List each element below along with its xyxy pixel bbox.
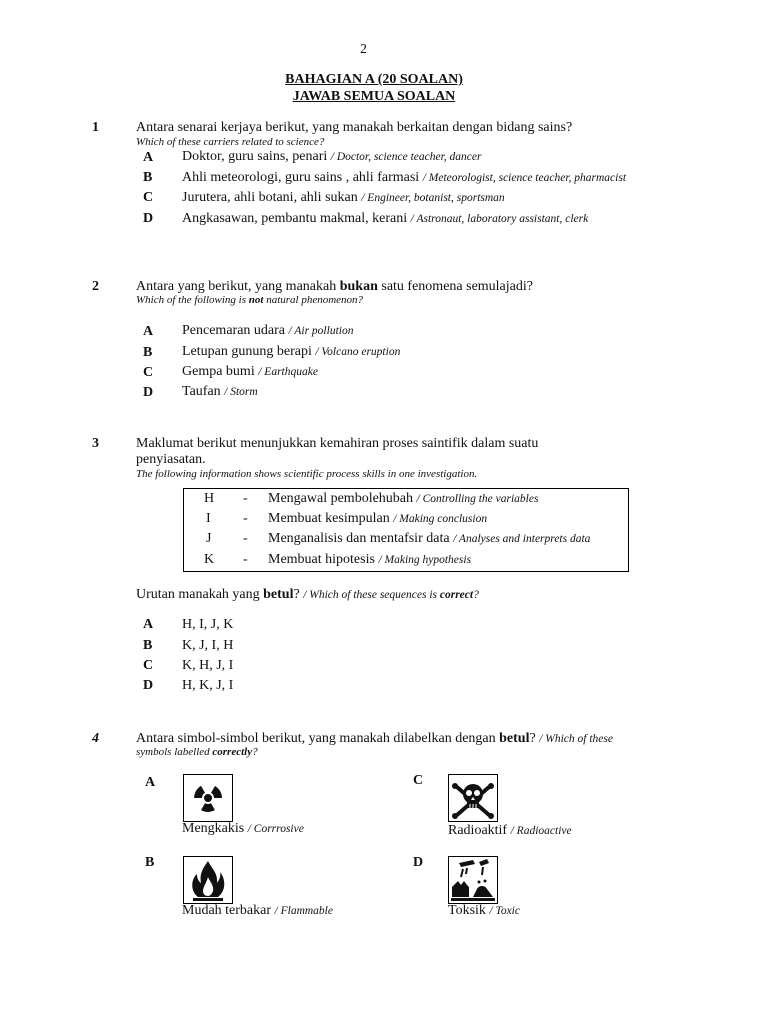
q4-option-b-label: Mudah terbakar / Flammable — [182, 903, 333, 918]
q2-option-d: Taufan / Storm — [182, 384, 258, 399]
q3-option-letter: A — [143, 617, 154, 632]
q4-option-letter: A — [145, 775, 156, 790]
q4-option-d-label: Toksik / Toxic — [448, 903, 520, 918]
question-3-english: The following information shows scientific process skills in one investigation. — [136, 468, 478, 480]
q1-option-letter: C — [143, 190, 154, 205]
process-skills-box — [183, 488, 629, 572]
question-4-stem: Antara simbol-simbol berikut, yang manakah dilabelkan dengan betul? / Which of these — [136, 731, 613, 746]
question-2-number: 2 — [92, 279, 99, 294]
skill-dash: - — [243, 531, 248, 546]
q1-option-d: Angkasawan, pembantu makmal, kerani / Astronaut, laboratory assistant, clerk — [182, 211, 589, 226]
q3-option-letter: B — [143, 638, 153, 653]
question-3-ask: Urutan manakah yang betul? / Which of these sequences is correct? — [136, 587, 479, 602]
skill-key: K — [204, 552, 215, 567]
question-2-english: Which of the following is not natural phenomenon? — [136, 294, 364, 306]
q1-option-b: Ahli meteorologi, guru sains , ahli farmasi / Meteorologist, science teacher, pharmacist — [182, 170, 627, 185]
toxic-skull-icon — [448, 774, 498, 822]
q1-option-letter: D — [143, 211, 154, 226]
q2-option-b: Letupan gunung berapi / Volcano eruption — [182, 344, 401, 359]
skill-j: Menganalisis dan mentafsir data / Analyses and interprets data — [268, 531, 591, 546]
question-4-english: symbols labelled correctly? — [136, 746, 258, 758]
corrosive-icon — [448, 856, 498, 904]
skill-dash: - — [243, 552, 248, 567]
q3-option-letter: D — [143, 678, 154, 693]
q2-option-letter: B — [143, 345, 153, 360]
skill-key: I — [206, 511, 211, 526]
q2-option-letter: D — [143, 385, 154, 400]
skill-h: Mengawal pembolehubah / Controlling the variables — [268, 491, 539, 506]
q2-option-letter: A — [143, 324, 154, 339]
radioactive-icon — [183, 774, 233, 822]
q4-option-a-label: Mengkakis / Corrrosive — [182, 821, 304, 836]
q1-option-c: Jurutera, ahli botani, ahli sukan / Engineer, botanist, sportsman — [182, 190, 505, 205]
q4-option-c-label: Radioaktif / Radioactive — [448, 823, 572, 838]
question-1-stem: Antara senarai kerjaya berikut, yang manakah berkaitan dengan bidang sains? — [136, 120, 573, 135]
q2-option-a: Pencemaran udara / Air pollution — [182, 323, 354, 338]
q4-option-letter: D — [413, 855, 424, 870]
q3-option-c: K, H, J, I — [182, 658, 234, 673]
q3-option-letter: C — [143, 658, 154, 673]
question-3-stem-line2: penyiasatan. — [136, 452, 206, 467]
q4-option-letter: C — [413, 773, 424, 788]
q4-option-letter: B — [145, 855, 155, 870]
q2-option-c: Gempa bumi / Earthquake — [182, 364, 318, 379]
skill-dash: - — [243, 511, 248, 526]
q1-option-letter: A — [143, 150, 154, 165]
section-instruction: JAWAB SEMUA SOALAN — [292, 89, 456, 104]
page-number: 2 — [360, 42, 367, 57]
q2-option-letter: C — [143, 365, 154, 380]
flammable-icon — [183, 856, 233, 904]
question-3-stem-line1: Maklumat berikut menunjukkan kemahiran proses saintifik dalam suatu — [136, 436, 539, 451]
question-1-number: 1 — [92, 120, 99, 135]
q1-option-letter: B — [143, 170, 153, 185]
q3-option-d: H, K, J, I — [182, 678, 234, 693]
skill-key: J — [206, 531, 212, 546]
section-title: BAHAGIAN A (20 SOALAN) — [285, 72, 463, 87]
question-4-number: 4 — [92, 731, 99, 746]
q1-option-a: Doktor, guru sains, penari / Doctor, science teacher, dancer — [182, 149, 482, 164]
q3-option-b: K, J, I, H — [182, 638, 234, 653]
skill-k: Membuat hipotesis / Making hypothesis — [268, 552, 472, 567]
question-3-number: 3 — [92, 436, 99, 451]
question-2-stem: Antara yang berikut, yang manakah bukan satu fenomena semulajadi? — [136, 279, 533, 294]
skill-i: Membuat kesimpulan / Making conclusion — [268, 511, 488, 526]
q3-option-a: H, I, J, K — [182, 617, 234, 632]
skill-dash: - — [243, 491, 248, 506]
skill-key: H — [204, 491, 215, 506]
question-1-english: Which of these carriers related to science? — [136, 136, 325, 148]
